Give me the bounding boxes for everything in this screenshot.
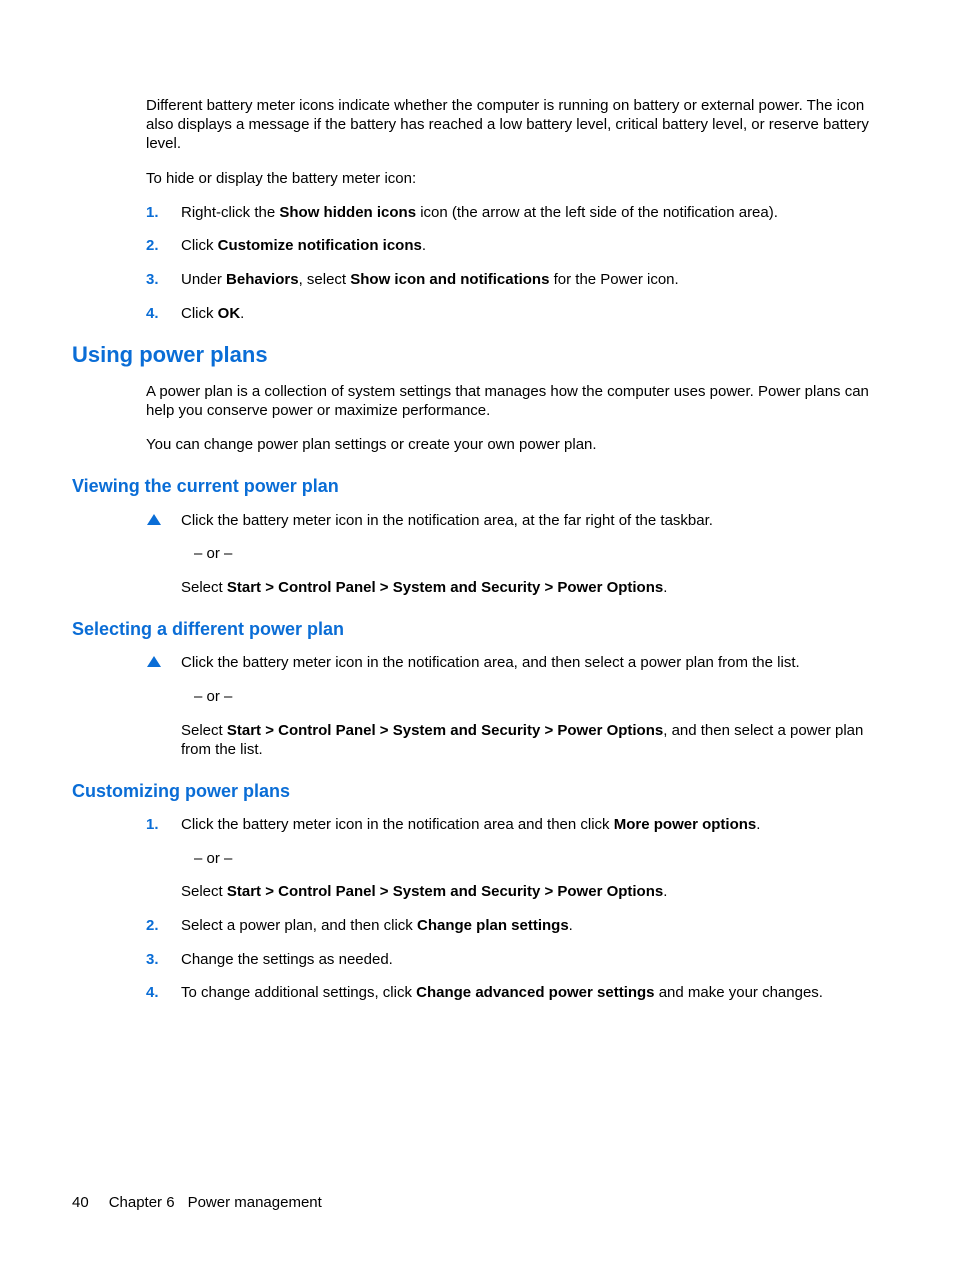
step-text: To change additional settings, click Change advanced power settings and make your changes. <box>181 984 823 1001</box>
intro-lead-in: To hide or display the battery meter icon: <box>146 170 417 187</box>
bullet-text: Click the battery meter icon in the notification area, and then select a power plan from the list. <box>181 654 800 671</box>
menu-path-text: Select Start > Control Panel > System and Security > Power Options, and then select a power plan from the list. <box>181 722 864 758</box>
step-text: Click OK. <box>181 305 245 322</box>
menu-path-text: Select Start > Control Panel > System and Security > Power Options. <box>181 579 668 596</box>
page-footer <box>72 1193 322 1212</box>
step-number: 4. <box>146 984 159 1001</box>
intro-paragraph: Different battery meter icons indicate whether the computer is running on battery or external power. The icon also displays a message if the battery has reached a low battery level, critical battery level, or reserve battery level. <box>146 97 869 152</box>
triangle-bullet-icon <box>147 656 161 667</box>
section-paragraph: A power plan is a collection of system settings that manages how the computer uses power. Power plans can help you conserve power or maximize performance. <box>146 383 869 419</box>
or-separator: – or – <box>194 688 233 705</box>
step-text: Click the battery meter icon in the notification area and then click More power options. <box>181 816 761 833</box>
subsection-heading: Customizing power plans <box>72 781 291 801</box>
step-text: Click Customize notification icons. <box>181 237 427 254</box>
step-number: 4. <box>146 305 159 322</box>
step-number: 1. <box>146 204 159 221</box>
subsection-heading: Viewing the current power plan <box>72 476 339 496</box>
step-number: 2. <box>146 917 159 934</box>
section-paragraph: You can change power plan settings or create your own power plan. <box>146 436 597 453</box>
chapter-label: Chapter 6 <box>108 1194 175 1211</box>
menu-path-text: Select Start > Control Panel > System and Security > Power Options. <box>181 883 668 900</box>
or-separator: – or – <box>194 850 233 867</box>
step-text: Select a power plan, and then click Change plan settings. <box>181 917 573 934</box>
step-text: Right-click the Show hidden icons icon (the arrow at the left side of the notification area). <box>181 204 778 221</box>
chapter-title: Power management <box>187 1194 322 1211</box>
bullet-text: Click the battery meter icon in the notification area, at the far right of the taskbar. <box>181 512 713 529</box>
or-separator: – or – <box>194 545 233 562</box>
section-heading: Using power plans <box>72 342 268 367</box>
step-text: Change the settings as needed. <box>181 951 393 968</box>
step-text: Under Behaviors, select Show icon and notifications for the Power icon. <box>181 271 679 288</box>
page-number: 40 <box>72 1194 89 1211</box>
subsection-heading: Selecting a different power plan <box>72 619 345 639</box>
step-number: 1. <box>146 816 159 833</box>
triangle-bullet-icon <box>147 514 161 525</box>
step-number: 2. <box>146 237 159 254</box>
step-number: 3. <box>146 271 159 288</box>
step-number: 3. <box>146 951 159 968</box>
